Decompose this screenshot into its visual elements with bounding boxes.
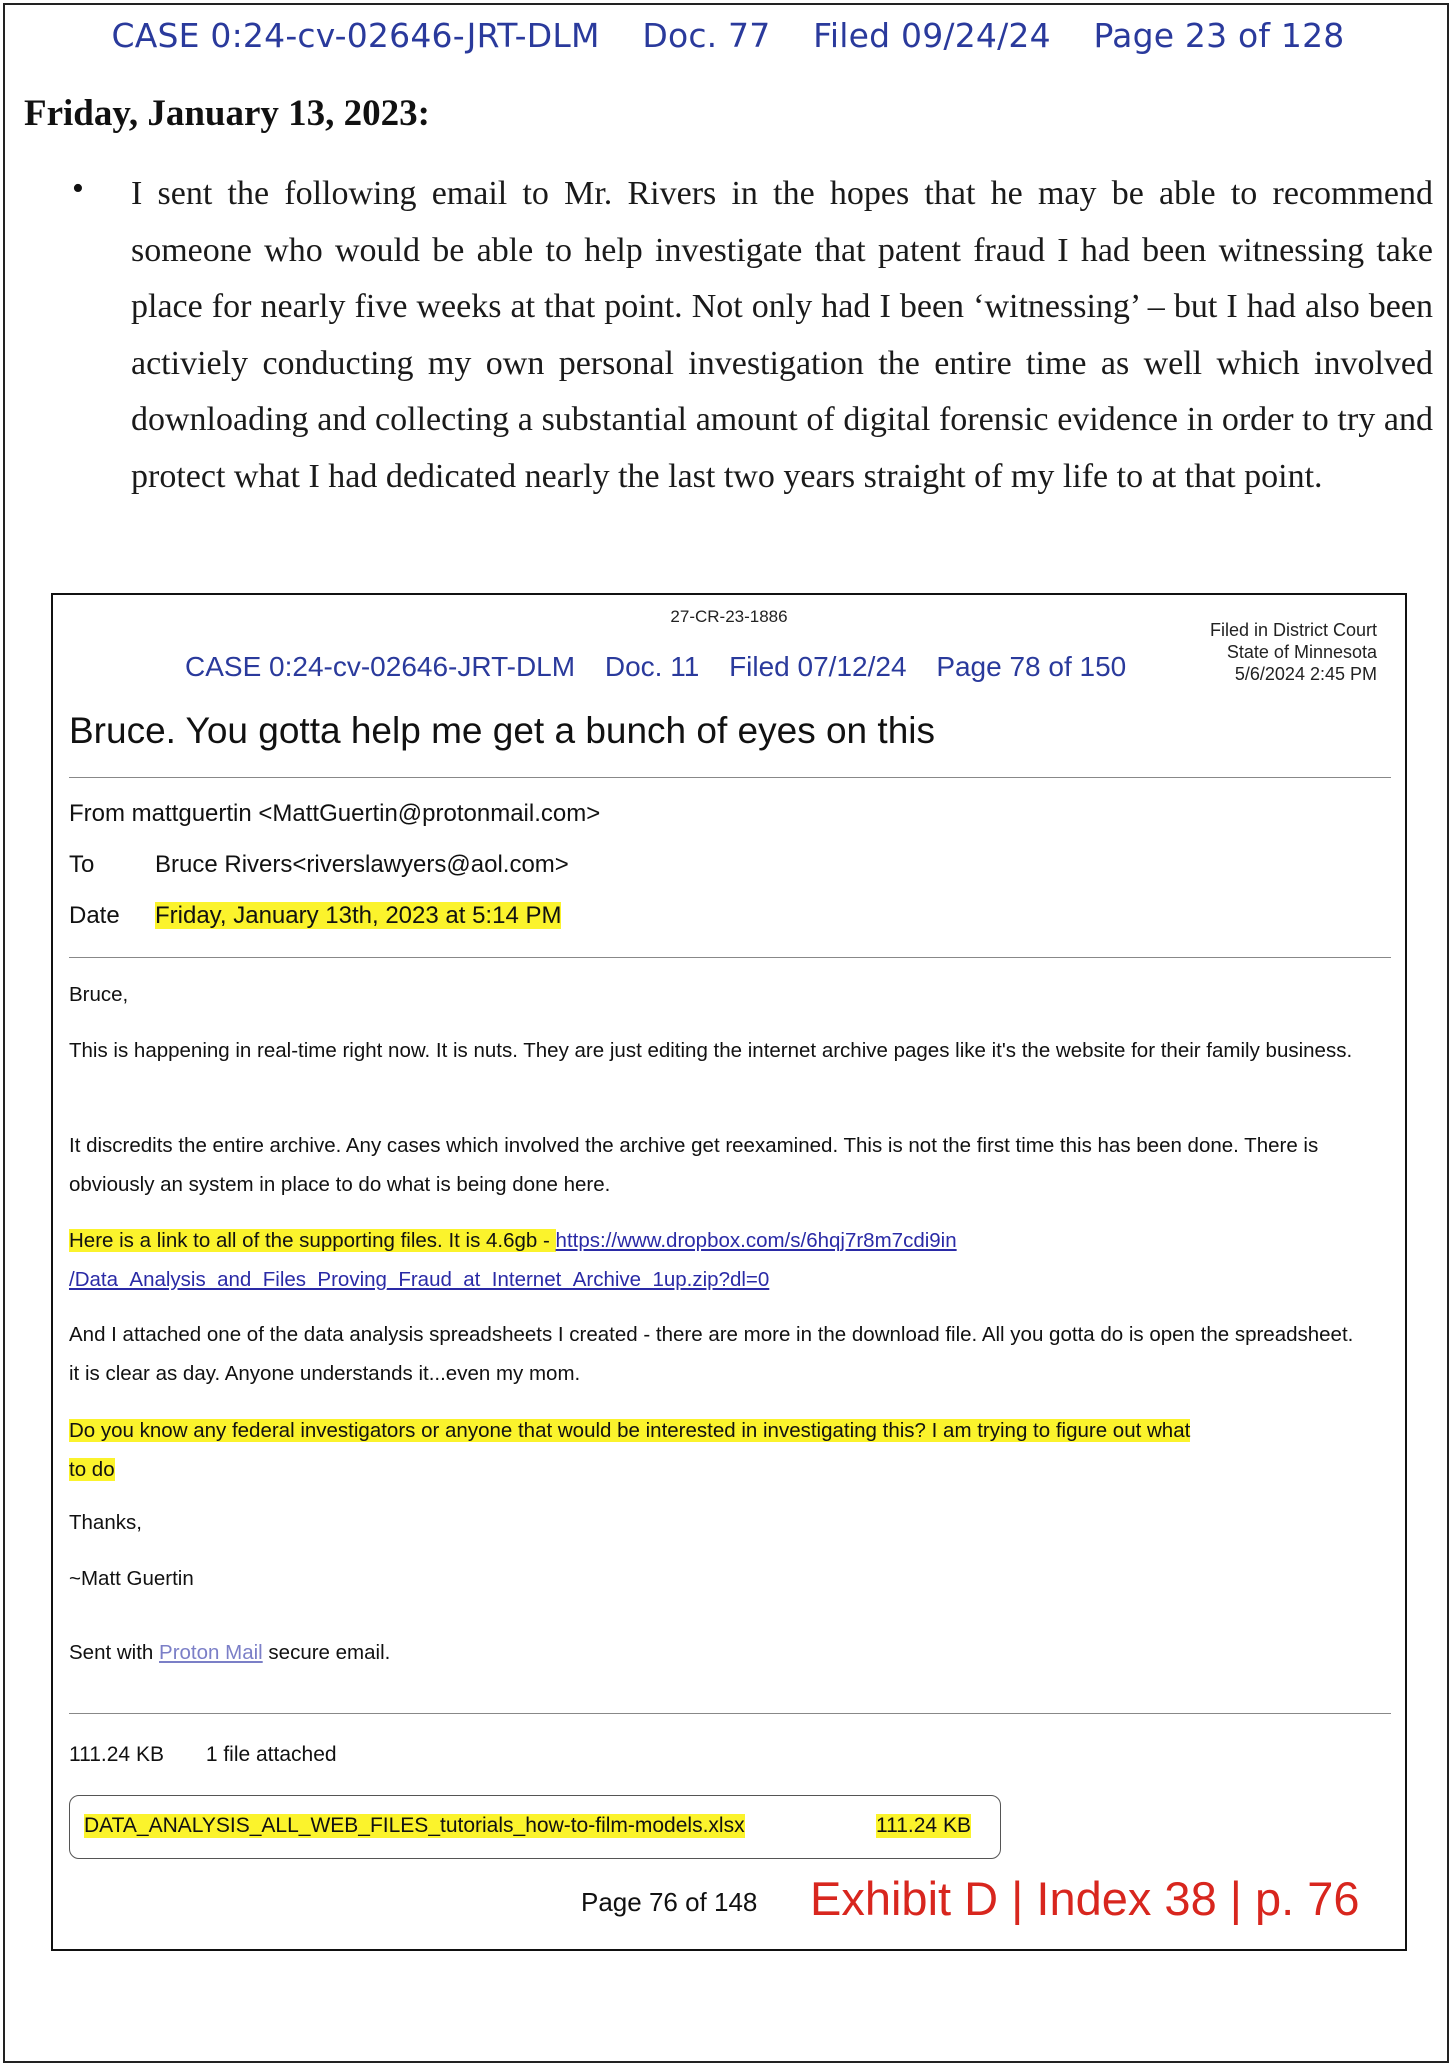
attachment-size: 111.24 KB	[876, 1814, 971, 1837]
email-exhibit	[51, 593, 1407, 1951]
court-code: 27-CR-23-1886	[670, 607, 788, 626]
filed-date: Filed 09/24/24	[813, 16, 1051, 55]
federal-investigators-line2: to do	[69, 1458, 115, 1481]
case-header	[0, 16, 1456, 55]
dropbox-link-continued[interactable]: /Data_Analysis_and_Files_Proving_Fraud_at_Internet_Archive_1up.zip?dl=0	[69, 1268, 770, 1291]
exhibit-case-header	[185, 651, 1148, 683]
email-signature: ~Matt Guertin	[69, 1567, 194, 1590]
from-value: mattguertin <MattGuertin@protonmail.com>	[131, 800, 601, 827]
email-paragraph-1: This is happening in real-time right now. It is nuts. They are just editing the internet archive pages like it's the website for their family business.	[69, 1039, 1353, 1062]
from-label: From	[69, 800, 125, 827]
attachment-card[interactable]	[69, 1795, 1001, 1859]
doc-number: Doc. 77	[642, 16, 771, 55]
case-number: CASE 0:24-cv-02646-JRT-DLM	[111, 16, 600, 55]
supporting-files-text: Here is a link to all of the supporting files. It is 4.6gb -	[69, 1229, 556, 1252]
exhibit-page-number: Page 78 of 150	[936, 651, 1127, 682]
dropbox-link[interactable]: https://www.dropbox.com/s/6hqj7r8m7cdi9in	[555, 1229, 957, 1252]
page-number: Page 23 of 128	[1093, 16, 1345, 55]
divider	[69, 957, 1391, 958]
exhibit-label: Exhibit D | Index 38 | p. 76	[810, 1872, 1360, 1925]
email-paragraph-3	[69, 1221, 1369, 1299]
email-greeting: Bruce,	[69, 983, 129, 1006]
from-row	[69, 800, 600, 828]
filed-stamp-line3: 5/6/2024 2:45 PM	[1234, 664, 1377, 684]
attachment-count: 1 file attached	[205, 1743, 337, 1766]
bullet-paragraph: I sent the following email to Mr. Rivers in the hopes that he may be able to recommend someone who would be able to help investigate that patent fraud I had been witnessing take place for nearly five weeks at that point. Not only had I been ‘witnessing’ – but I had also been activiely conducting my own personal investigation the entire time as well which involved downloading and collecting a substantial amount of digital forensic evidence in order to try and protect what I had dedicated nearly the last two years straight of my life to at that point.	[131, 175, 1433, 495]
email-paragraph-4: And I attached one of the data analysis spreadsheets I created - there are more in the download file. All you gotta do is open the spreadsheet. it is clear as day. Anyone understands it...even my mom.	[69, 1323, 1354, 1385]
email-paragraph-5	[69, 1411, 1369, 1489]
day-heading: Friday, January 13, 2023:	[24, 93, 430, 134]
exhibit-doc-number: Doc. 11	[604, 651, 700, 682]
divider	[69, 777, 1391, 778]
to-row	[69, 851, 569, 879]
to-label: To	[69, 851, 95, 878]
to-value: Bruce Rivers<riverslawyers@aol.com>	[155, 851, 569, 878]
sent-prefix: Sent with	[69, 1641, 160, 1664]
date-value: Friday, January 13th, 2023 at 5:14 PM	[155, 902, 562, 929]
filed-stamp	[1210, 619, 1377, 685]
filed-stamp-line2: State of Minnesota	[1226, 642, 1377, 662]
attachment-total-size: 111.24 KB	[69, 1743, 164, 1766]
date-label: Date	[69, 902, 120, 929]
exhibit-page-of: Page 76 of 148	[581, 1887, 758, 1917]
divider	[69, 1713, 1391, 1714]
filed-stamp-line1: Filed in District Court	[1209, 620, 1377, 640]
proton-mail-link[interactable]: Proton Mail	[159, 1641, 263, 1664]
date-row	[69, 902, 561, 930]
attachment-summary	[69, 1743, 337, 1767]
email-subject: Bruce. You gotta help me get a bunch of eyes on this	[69, 710, 935, 751]
email-thanks: Thanks,	[69, 1511, 142, 1534]
exhibit-case-number: CASE 0:24-cv-02646-JRT-DLM	[185, 651, 576, 682]
email-paragraph-2: It discredits the entire archive. Any cases which involved the archive get reexamined. This is not the first time this has been done. There is obviously an system in place to do what is being done here.	[69, 1134, 1319, 1196]
attachment-filename: DATA_ANALYSIS_ALL_WEB_FILES_tutorials_how-to-film-models.xlsx	[84, 1814, 745, 1837]
federal-investigators-line1: Do you know any federal investigators or anyone that would be interested in investigating this? I am trying to figure out what	[69, 1419, 1191, 1442]
bullet-icon: •	[72, 170, 84, 207]
sent-suffix: secure email.	[262, 1641, 391, 1664]
sent-with-line	[69, 1633, 1369, 1672]
exhibit-filed-date: Filed 07/12/24	[729, 651, 907, 682]
